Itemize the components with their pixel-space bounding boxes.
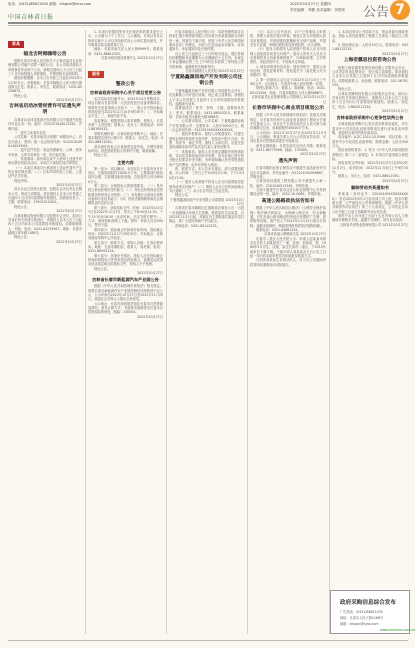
notice-paragraph: 特此公告。 [14,235,30,240]
notice-signature: 2022年10月27日 [56,183,82,188]
notice-paragraph: 意见反馈地址：长春市南关区西五马路；联系电话：0431-88775566；邮编：130000。 [250,143,326,153]
notice-paragraph: 第三部分：获取招标文件。时间：2022年10月27日至2022年11月3日，每天上午8:30至11:30，下午13:30至16:30（北京时间，法定节假日除外）。方式：现场领取或网上下载。售价：每套人民币500元，售后不退。 [88,205,163,228]
notice-headline: 福龙吉阿姆咖啡公告 [23,51,67,57]
notice-paragraph: 请你于本公告刊登之日起十五日内到公司人力资源部办理相关手续。逾期不办理的，视为自动放弃。 [332,213,408,223]
notice-paragraph: 因本企业已经停止经营，经股东会决议决定注销本公司，现成立清算组。请各债权人自本公告见报之日起四十五日内向清算组申报债权。清算组负责人：王刚，联系电话：13904312XXX。 [8,187,82,205]
notice-paragraph: 长春市朝阳区张记餐饮店不慎遗失食品经营许可证正本及副本，许可证编号：JY12201040099887，声明作废。 [250,166,326,179]
notice-paragraph: 根据《中华人民共和国城乡规划法》及相关法规规定，对长春市华润中心商业项目建设工程设计方案予以批前公示。项目位于长春市南关区人民大街与南环城路交汇处，用地面积约45000平方米。 [250,113,326,131]
notice-signature: 长春市绿园区人民法院 2022年10月27日 [185,69,244,74]
notice-headline: 长春市华润中心商业项目规划公示 [252,105,324,111]
notice-paragraph: 联系电话：0431-84661234。 [256,227,301,232]
ad-box-phone: 广告热线：(0431)88611050 [340,610,383,614]
notice-paragraph: 特此公告。 [175,193,191,198]
notice-headline: 宁夏路鑫源房地产开发有限公司注销公告 [170,75,243,87]
notice-paragraph: 管理人联系方式：联系人：陈律师，电话：0431-85123456，地址：长春市朝阳区人民大街5688号。 [250,86,326,95]
notice-paragraph: 第二部分：合格投标人的资格要求。（一）具有独立承担民事责任的能力；（二）具有良好的商业信誉和健全的财务会计制度；（三）具有履行合同所必需的设备和专业技术能力；（四）有依法缴纳税收和社会保障资金的良好记录。 [88,184,163,206]
ad-box-email: 邮箱：cfxgshi@sina.com [340,622,379,626]
column-2 [88,30,163,636]
notice-signature: 2022年10月27日 [300,152,326,157]
notice-subheadline: 主要内容 [117,159,134,165]
column-1 [8,30,82,636]
notice-paragraph: 特此公告。 [94,153,110,158]
notice-paragraph: （一）本单位承诺自行承担因上述证件遗失产生的全部法律后果；（二）自本声明刊登之日起，上述证件正式作废。 [8,165,82,179]
notice-paragraph: 采购代理机构：吉林省政府采购中心；地址：长春市朝阳区西安大路1号；联系人：孙先生；电话：0431-88611050。 [88,131,163,145]
notice-paragraph: 获取谈判文件时间：2022年10月27日至2022年11月2日。谈判时间：2022年11月8日上午9时30分。 [332,161,408,175]
column-divider [85,30,86,634]
column-divider [247,30,248,634]
notice-headline: 遗失声明 [278,158,298,164]
notice-paragraph: 第六部分：其他补充事宜。投标人应在投标截止时间前将投标文件密封送达投标地点，逾期送达或者未送达指定地点的投标文件，采购人不予受理。 [88,253,163,267]
footer-rule [8,640,408,641]
notice-paragraph: 1. 本项目依据国家有关法律法规的要求进行公示，公示期为十个工作日。公示期间，对项目有异议的单位和个人可以书面形式向公示单位提出意见，并写明真实姓名和联系方式。 [88,30,163,48]
notice-paragraph: 根据长春市中级人民法院关于吉林省福龙企业管理有限公司破产清算一案的公告，本公司现对债权人申报事宜作出如下公告。请相关债权人于公告之日起三十日内向管理人申报债权，并提供相关证明材料。 [8,59,82,77]
notice-paragraph: 宁夏路鑫源房地产开发有限公司经股东会决议，决定解散公司并进行清算，现已成立清算组。请债权人于本公告见报之日起四十五日内向清算组申报债权，逾期视为放弃。 [169,88,244,106]
section-title: 公告 [363,5,390,20]
notice-paragraph: 自公告之日起经过三十日即视为送达。提出答辩状的期限和举证期限为公告期满后十五日内。本案定于举证期满后第三日上午9时在本院第三审判庭公开开庭审理，逾期将依法缺席判决。 [169,51,244,69]
notice-paragraph: 根据《中华人民共和国公路法》《公路安全保护条例》等法律法规规定，为保障公路完好、安全和畅通，对在高速公路用地范围内违法设置的广告牌、建筑物等设施，请产权人于2022年11月15日前自行拆除。逾期未拆除的，路政管理机构将依法强制拆除。 [250,206,326,228]
notice-paragraph: 特此公告。 [14,204,30,209]
notice-paragraph: 二、债权申报要求。债权人申报债权时，应提交债权证明材料原件及复印件，包括但不限于合同、发票、判决书、裁定书等。债权人为单位的，应提交营业执照副本复印件及法定代表人身份证明书。 [169,132,244,150]
notice-paragraph: 联系人：吴女士，电话：0431-88611050。 [338,174,402,179]
notice-signature: 2022年10月27日 [56,209,82,214]
notice-subheadline: 解除劳动关系通知书 [351,185,389,191]
notice-signature: 2022年10月27日 [382,109,408,113]
notice-paragraph: 吉林省长春市朝阳区红旗街道办事处公告：为进一步加强辖区环境卫生管理，提高居民生活质量，自2022年11月1日起，对辖区内主要街道实施定时清扫保洁，请广大居民和商户予以配合。 [169,206,244,224]
notice-paragraph: 吉林省顺达物流有限公司经股东会决议，拟向公司登记机关申请注销登记，请债权人自本公告之日起四十五日内向本公司清算组申报债权。清算组联系人：刘伟，电话：0431-81234567。地址：长春市绿园区青年路1188号。 [8,213,82,235]
notice-paragraph: 变更理由：根据采购人需求调整。采购人：长春市第一人民医院；联系人：赵女士；联系电话：0431-88765432。 [88,118,163,132]
notice-paragraph: 地址：长春市南关区人民大街9999号。联系电话：0431-88612345。 [88,47,163,56]
notice-paragraph: 根据《中华人民共和国城乡规划法》相关规定，现将长春市新能源汽车产业园控制性详细规划予以公示，公示时间为2022年10月27日至2022年11月25日。欢迎社会各界人士提出宝贵意见。 [88,284,163,302]
notice-paragraph: 1. 本项目采用公开招标方式，资金来源为财政资金。投标人须具备建筑工程施工总承包二级及以上资质。 [332,30,408,43]
notice-paragraph: 公司名称：长春市南关区明德广场服务中心；法定代表人：张明；统一社会信用代码：91220102MA14XXXXXX。 [8,135,82,148]
section-tag: 服务 [88,71,104,78]
notice-paragraph: 特此公告。 [338,87,354,92]
notice-paragraph: 项目编号：JLZC-2022-10-0566；项目名称：长春市中小学信息化设备采购；预算金额：人民币350万元。 [332,135,408,149]
notice-headline: 上海帝露思投资咨询公告 [343,58,397,64]
notice-paragraph: 长春市二道区人民法院公告：申请人赵某某申请宣告自然人刘某某死亡一案，经查：刘某某，男，1960年5月出生，汉族，原住长春市二道区，于2015年离家后下落不明。下落不明人刘某某应当自公告之日起一年内向本院申报其具体地址及联系方式。 [250,236,326,258]
notice-signature: 2022年10月27日 [56,98,82,103]
notice-paragraph: 吉林省启动冰雪旅游开发有限公司不慎遗失经营许可证正本一份，编号：JY22201040012345，声明作废。 [8,117,82,131]
notice-paragraph: 一、遗失主体基本信息 [14,130,46,135]
header-date: 2022年10月27日 星期四 [290,2,331,6]
notice-headline: 高速公路路政执法告知书 [261,198,315,204]
notice-subheadline: 吉林省政府采购中心关于项目变更公告 [89,89,162,95]
notice-paragraph: 公示地点：长春市规划展览馆及长春市自然资源局网站。意见反馈方式：书面意见请邮寄至长春市自然资源局规划处，邮编：130000。 [88,301,163,315]
notice-paragraph: 长春市绿园区人民法院公告：本院受理的原告吉林省汇通小额贷款有限公司诉被告李某某借款合同纠纷一案，因被告下落不明，依照《中华人民共和国民事诉讼法》的规定，向你公告送达起诉状副本、应诉通知书、举证通知书及开庭传票。 [169,30,244,52]
notice-signature: 宁夏路鑫源房地产开发有限公司清算组 2022年10月27日 [170,197,244,206]
ad-box-url: www.chinaxxs.com.cn [380,628,415,632]
notice-subheadline: 吉林省政府采购中心竞争性谈判公告 [336,115,404,121]
notice-signature: 长春市城市建设管理中心 2022年10月27日 [101,56,163,61]
section-tag: 家具 [8,41,24,48]
notice-signature: 2022年10月27日 [137,314,163,319]
newspaper-logo: 中国吉林省日报 [8,14,54,21]
notice-paragraph: 二、遗失证件信息：营业执照副本、公章、财务专用章、合同专用章各一枚，即日起作废。 [8,148,82,157]
notice-paragraph: 三、其他事项：如有单位或个人使用上述遗失印章从事任何经济活动，本单位不承担任何法律责任。 [8,157,82,166]
notice-paragraph: 请各潜在投标人注意查看变更内容，合理安排投标时间。因变更给投标人带来的不便，敬请谅解。 [88,144,163,154]
notice-paragraph: （五）本次公告刊登后，对于已有债权人申报的，管理人将依法进行审查。债权人应当向管理人如实申报债权，并说明债权数额和有无财产担保，并提交有关证据。申报的债权是连带债权的，应当说明。 [250,30,326,48]
header-editors: 责任编辑：李静 美术编辑：李国荣 [290,8,346,12]
notice-signature: 吉林省华信物业管理有限公司 2022年10月27日 [339,222,408,227]
notice-signature: 2022年10月27日 [382,51,408,56]
notice-paragraph: 清算组成员：张华、李明、王强。清算组负责人：张华。联系电话：0431-86543210。联系地址：长春市南关区解放大路2688号。 [169,106,244,119]
notice-paragraph: 吉林省恒信建筑工程有限公司不慎遗失公章一枚，编号：2201040012345，声明作废。 [250,179,326,188]
ad-box-title: 政府采购信息综合发布 [340,600,396,606]
notice-headline: 吉林省启动冰雪经营许可证遗失声明 [9,104,81,116]
notice-paragraph: 债权申报期限：自本公告刊登之日起至2022年11月30日止。申报地址：长春市朝阳区人民大街与建设街交汇处。联系人：李先生，联系电话：0431-85226672。 [8,76,82,94]
header-rule-thin [8,25,408,26]
notice-paragraph: 第五部分：联系方式。采购人名称：长春市教育局；地址：长春市朝阳区；联系人：周老师；电话：0431-88991234。 [88,240,163,254]
notice-subheadline: 吉林省长春市新能源汽车产业园公告 [91,277,159,283]
notice-headline: 整改公告 [115,81,136,87]
notice-paragraph: 2. 投标保证金：人民币10万元。联系电话：0431-88112233。 [332,43,408,52]
notice-paragraph: 公示时间：2022年10月27日至2022年11月9日。公示期间，利害关系人对公示内容有异议的，可向长春市自然资源局提出书面意见。 [250,130,326,144]
notice-paragraph: 凡知悉刘某某生存现状的人，应当在公告期间内将其所知道情况向本院报告。 [250,258,326,267]
column-5 [332,30,408,582]
notice-paragraph: 1. 债权申报材料应包括：债权申报书、债权人身份证明、债权证明材料、授权委托书（委托他人代为申报的）等。 [250,64,326,78]
notice-paragraph: 吉林省政府采购中心受长春市教育局委托，对长春市中小学信息化设备采购项目进行竞争性谈判采购，欢迎符合条件的供应商参加。 [332,122,408,136]
page-number: 7 [390,0,410,20]
notice-paragraph: 特此公告。 [14,93,30,98]
notice-signature: 2022年10月27日 [382,178,408,183]
notice-paragraph: （六）债务人的债务人或者财产持有人应当向管理人清偿债务或者交付财产。债务人的有关人员应当妥善保管其占有和管理的财产、印章和账簿、文书等资料，未经法院许可，不得离开住所地。 [250,47,326,65]
notice-paragraph: 本次招标项目编号为：2022年10月采购项目，项目名称为长春市第一人民医院医疗设备采购项目。现将有关变更事项公告如下：一、原公告中投标截止时间变更为2022年11月10日9时30分；二、开标地点不变；三、其他内容不变。 [88,96,163,119]
notice-paragraph: 吉林省龙腾科技有限公司经股东会决议，拟向公司登记机关申请注销登记，请债权人自本公告之日起四十五日内向公司清算组申报债权。联系人：周先生，电话：13604311234。 [332,91,408,109]
column-divider [329,30,330,634]
column-3 [169,30,244,636]
notice-paragraph: 特此公告。 [94,266,110,271]
notice-paragraph: 四、联系方式。本公告未尽事宜，请与清算组联系。办公时间：工作日上午9:00至11:30，下午13:30至17:00。 [169,167,244,180]
header-contact: 电话：(0431)88611050 邮箱：cfxgshi@sina.com [8,2,92,6]
notice-paragraph: 三、其他事项。债权人未在规定期限内申报债权的，可以在清算结束前补充申报，但对此前已进行的分配无权要求补充分配。为审查和确认补充申报债权所产生的费用，由补充申报人承担。 [169,149,244,167]
notice-paragraph: 第一部分：项目概况。本项目位于长春市净月开发区，总建筑面积约12000平方米，主要建设内容包括综合楼、实验楼及配套设施，总投资约人民币8500万元。 [88,166,163,184]
notice-signature: 2022年10月27日 [137,270,163,275]
notice-signature: 2022年10月27日 [56,239,82,244]
column-divider [166,30,167,634]
notice-paragraph: 特此声明。 [14,178,30,183]
notice-paragraph: 李某某（身份证号：22010419XXXXXXXXXX）：你自2022年8月1日起未到公司上班，经多次联系无果，已严重违反公司规章制度。根据《中华人民共和国劳动合同法》第三十九条规定，公司决定自本公告刊登之日起与你解除劳动合同关系。 [332,192,408,214]
column-4 [250,30,326,636]
notice-paragraph: 2. 第一次债权人会议定于2022年12月15日上午9时召开，会议地点：长春市中级人民法院第一法庭。 [250,77,326,87]
notice-signature: 吉林省高速公路路政支队 2022年10月27日 [264,232,326,237]
notice-paragraph: 王丽不慎遗失长春市住房公积金管理中心开具的缴存证明一份，编号：2022-10-0089，声明作废。 [250,188,326,197]
header-rule [8,22,408,24]
notice-paragraph: 咨询电话：0431-85112233。 [175,223,220,228]
notice-paragraph: 第四部分：投标截止时间和开标时间。投标截止时间：2022年11月17日9时30分。开标地点：吉林省政府采购中心开标室。 [88,227,163,241]
notice-paragraph: 供应商资格要求：1. 符合《中华人民共和国政府采购法》第二十二条规定；2. 本项目不接受联合体投标。 [332,148,408,162]
notice-paragraph: 一、公司基本情况。公司名称：宁夏路鑫源房地产开发有限公司；注册资本：人民币5000万元；统一社会信用代码：91220100XXXXXXXXXX。 [169,119,244,133]
notice-signature: 吉林省福龙企业管理有限公司管理人 2022年10月27日 [251,95,326,104]
notice-paragraph: 根据上海帝露思投资咨询有限公司股东会决议，公司决定申请注销登记，现已成立清算组。请各债权人自本公告见报之日起四十五日内向清算组申报债权。清算组联系人：孙经理，联系电话：021-56781234。 [332,65,408,87]
ad-box-address: 地址：长春市人民大街1188号 [340,616,384,620]
notice-paragraph: （一）债务人或者财产持有人应当向清算组清偿债务或者交付财产；（二）债权人会议召开时间和地点另行通知；（三）本公告自刊登之日起生效。 [169,180,244,193]
